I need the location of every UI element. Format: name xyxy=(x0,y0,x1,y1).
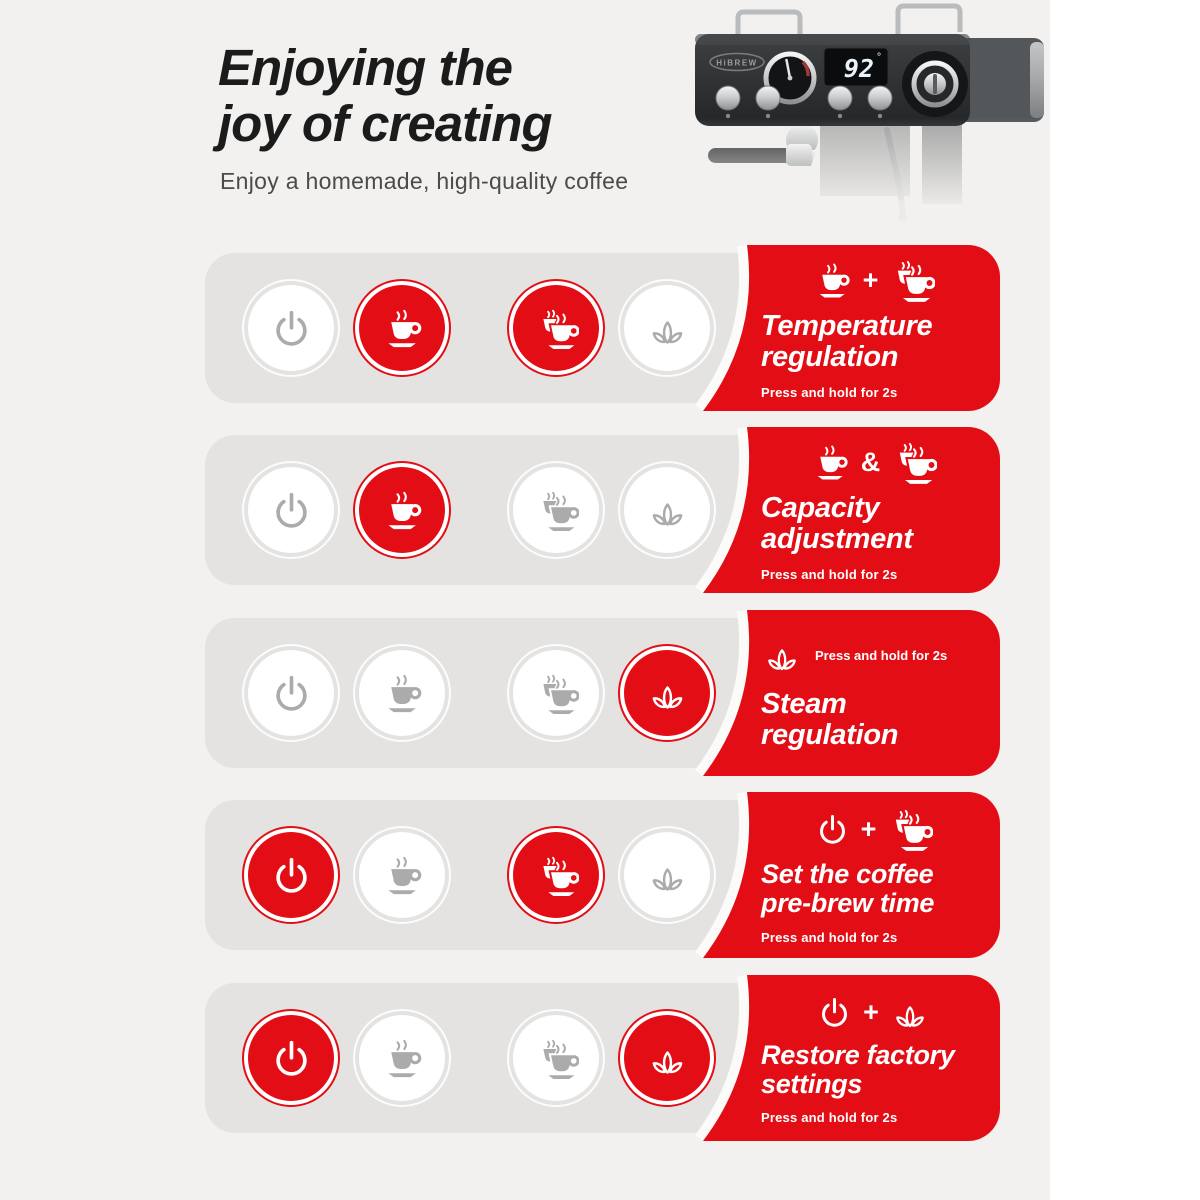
page-subtitle: Enjoy a homemade, high-quality coffee xyxy=(220,168,629,195)
panel-button-power xyxy=(716,86,740,110)
panel-button-double-cup xyxy=(828,86,852,110)
single-cup-button xyxy=(353,644,451,742)
double-cup-button xyxy=(507,279,605,377)
double-cup-button xyxy=(507,644,605,742)
double-cup-icon xyxy=(534,306,579,351)
row-restore-factory-settings xyxy=(205,983,1000,1133)
power-icon xyxy=(269,671,314,716)
feature-banner xyxy=(695,610,1000,776)
feature-title: Temperature regulation xyxy=(761,309,933,373)
button-combo-icons xyxy=(761,439,986,486)
button-combo-icons xyxy=(761,806,986,853)
fade-overlay xyxy=(690,118,1050,232)
combo-separator: + xyxy=(862,264,879,295)
feature-title: Set the coffee pre-brew time xyxy=(761,859,935,918)
cup-warmer-rail-right xyxy=(898,6,960,34)
single-cup-icon xyxy=(380,853,425,898)
power-icon xyxy=(269,488,314,533)
display-degree: ° xyxy=(876,52,883,63)
panel-mark xyxy=(766,114,770,118)
combo-separator: + xyxy=(860,814,877,845)
power-button xyxy=(242,826,340,924)
panel-mark xyxy=(878,114,882,118)
row-temperature-regulation xyxy=(205,253,1000,403)
combo-separator: & xyxy=(860,446,881,477)
display-temperature: 92 xyxy=(843,54,874,83)
feature-title: Restore factory settings xyxy=(761,1039,955,1099)
press-hold-note: Press and hold for 2s xyxy=(761,929,898,945)
power-icon xyxy=(269,853,314,898)
steam-icon xyxy=(645,488,690,533)
single-cup-icon xyxy=(380,1036,425,1081)
brand-logo: HiBREW xyxy=(716,58,758,68)
feature-title: Steam regulation xyxy=(761,687,899,751)
panel-button-single-cup xyxy=(756,86,780,110)
power-icon xyxy=(814,811,851,848)
espresso-machine-illustration xyxy=(690,0,1050,232)
double-cup-button xyxy=(507,461,605,559)
double-cup-button xyxy=(507,1009,605,1107)
double-cup-icon xyxy=(886,806,933,853)
header xyxy=(218,40,718,196)
side-panel-edge xyxy=(1030,42,1044,118)
double-cup-icon xyxy=(534,488,579,533)
double-cup-icon xyxy=(888,257,935,304)
power-icon xyxy=(269,306,314,351)
knob-slot xyxy=(933,74,937,94)
double-cup-icon xyxy=(534,671,579,716)
press-hold-note: Press and hold for 2s xyxy=(761,1110,898,1126)
single-cup-button xyxy=(353,826,451,924)
panel-button-steam xyxy=(868,86,892,110)
single-cup-icon xyxy=(380,671,425,716)
steam-icon xyxy=(889,992,931,1034)
press-hold-note: Press and hold for 2s xyxy=(815,648,948,664)
single-cup-button xyxy=(353,1009,451,1107)
power-button xyxy=(242,279,340,377)
single-cup-icon xyxy=(812,260,853,301)
combo-separator: + xyxy=(863,997,879,1028)
gauge-hub xyxy=(788,76,793,81)
single-cup-icon xyxy=(380,488,425,533)
steam-icon xyxy=(645,853,690,898)
row-capacity-adjustment xyxy=(205,435,1000,585)
feature-banner xyxy=(695,792,1000,958)
row-set-pre-brew-time xyxy=(205,800,1000,950)
double-cup-icon xyxy=(534,853,579,898)
power-button xyxy=(242,644,340,742)
press-hold-note: Press and hold for 2s xyxy=(761,567,898,583)
double-cup-icon xyxy=(534,1036,579,1081)
panel-mark xyxy=(726,114,730,118)
steam-icon xyxy=(645,306,690,351)
feature-banner xyxy=(695,245,1000,411)
double-cup-button xyxy=(507,826,605,924)
button-combo-icons xyxy=(761,257,986,304)
feature-banner xyxy=(695,427,1000,593)
button-combo-icons xyxy=(761,992,986,1034)
right-margin xyxy=(1050,0,1200,1200)
single-cup-button xyxy=(353,461,451,559)
feature-banner xyxy=(695,975,1000,1141)
press-hold-note: Press and hold for 2s xyxy=(761,385,898,401)
feature-title: Capacity adjustment xyxy=(761,491,913,555)
power-icon xyxy=(816,994,853,1031)
power-icon xyxy=(269,1036,314,1081)
steam-icon xyxy=(645,671,690,716)
power-button xyxy=(242,461,340,559)
page-title: Enjoying the joy of creating xyxy=(218,39,552,153)
single-cup-icon xyxy=(810,442,851,483)
steam-icon xyxy=(645,1036,690,1081)
button-combo-icons xyxy=(761,635,986,677)
single-cup-button xyxy=(353,279,451,377)
single-cup-icon xyxy=(380,306,425,351)
power-button xyxy=(242,1009,340,1107)
panel-mark xyxy=(838,114,842,118)
steam-icon xyxy=(761,635,803,677)
machine-body-top-highlight xyxy=(695,34,970,45)
row-steam-regulation xyxy=(205,618,1000,768)
double-cup-icon xyxy=(890,439,937,486)
